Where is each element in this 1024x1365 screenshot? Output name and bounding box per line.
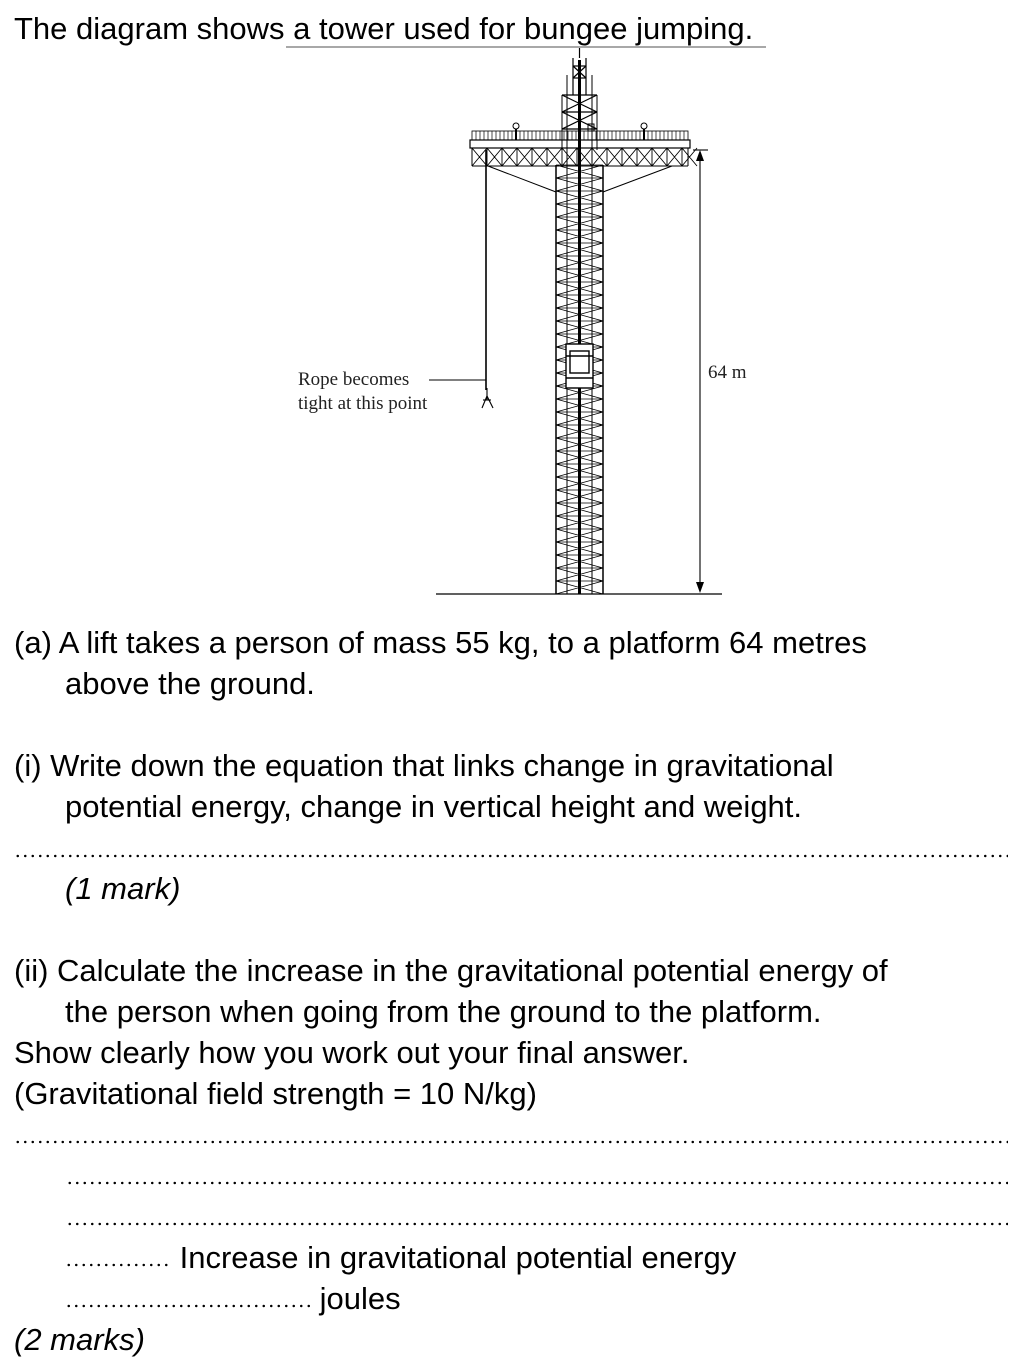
lift-car <box>566 344 593 388</box>
part-i-marks: (1 mark) <box>65 871 181 906</box>
part-ii-line2: the person when going from the ground to the platform. <box>65 994 822 1029</box>
answer-unit: joules <box>319 1281 401 1316</box>
answer-unit-row <box>65 1279 401 1319</box>
bungee-tower-diagram <box>0 0 1024 610</box>
arrow-down-icon <box>696 582 704 593</box>
part-a-line2: above the ground. <box>65 666 315 701</box>
part-ii-marks: (2 marks) <box>14 1322 145 1357</box>
answer-line-ii-2[interactable] <box>66 1180 1008 1186</box>
answer-input-dots[interactable] <box>65 1303 311 1309</box>
part-a-line1: (a) A lift takes a person of mass 55 kg, to a platform 64 metres <box>14 625 867 660</box>
part-i-line2: potential energy, change in vertical height and weight. <box>65 789 803 824</box>
jumper-figure <box>482 388 493 408</box>
arrow-up-icon <box>696 150 704 161</box>
rope-label-line1: Rope becomes <box>298 369 410 390</box>
answer-line-i[interactable] <box>14 853 1008 859</box>
part-ii-line3: Show clearly how you work out your final answer. <box>14 1035 690 1070</box>
part-ii-line1: (ii) Calculate the increase in the gravitational potential energy of <box>14 953 888 988</box>
intro-text: The diagram shows a tower used for bungee jumping. <box>14 11 754 46</box>
part-i-line1: (i) Write down the equation that links change in gravitational <box>14 748 834 783</box>
height-label: 64 m <box>708 362 747 383</box>
answer-line-ii-1[interactable] <box>14 1139 1008 1145</box>
answer-label: Increase in gravitational potential energy <box>179 1240 737 1275</box>
answer-line-ii-3[interactable] <box>66 1221 1008 1227</box>
answer-dots-short[interactable] <box>65 1262 171 1268</box>
answer-label-row <box>65 1238 736 1278</box>
rope-label-line2: tight at this point <box>298 393 428 414</box>
jump-platform <box>470 123 697 192</box>
part-ii-line4: (Gravitational field strength = 10 N/kg) <box>14 1076 537 1111</box>
height-dimension <box>693 150 708 588</box>
